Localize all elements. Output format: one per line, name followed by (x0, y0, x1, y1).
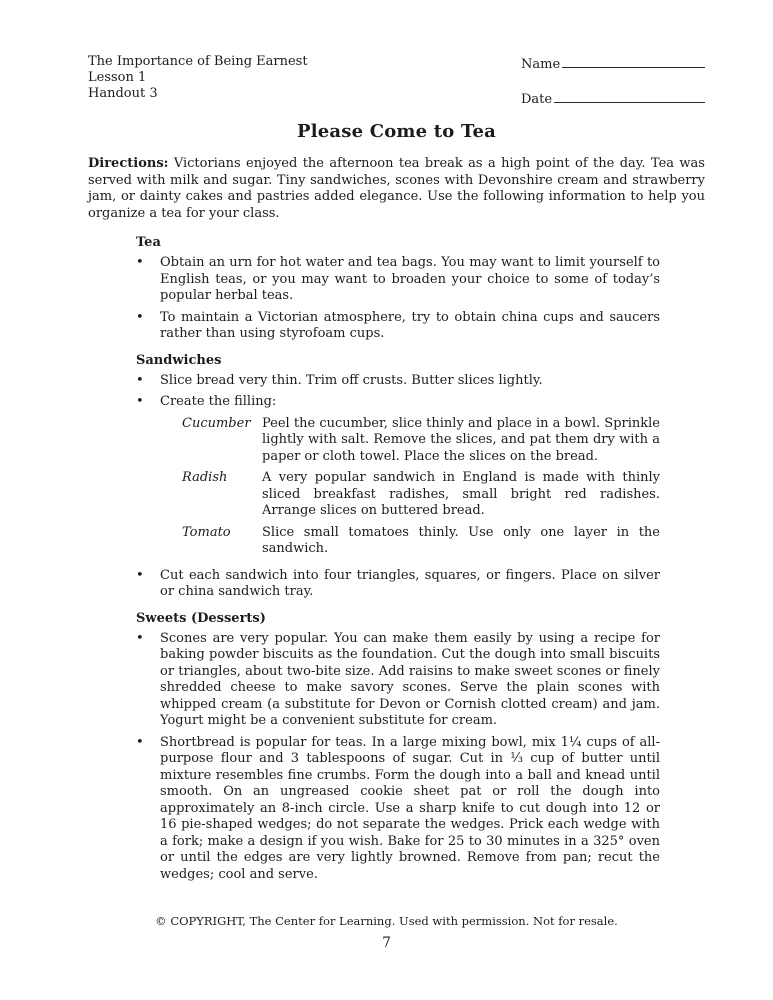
filling-term: Cucumber (182, 415, 251, 431)
date-row (521, 89, 705, 108)
filling-row-tomato (182, 525, 660, 558)
filling-list (160, 416, 660, 558)
bullet-icon: • (136, 309, 144, 325)
bullet-icon: • (136, 630, 144, 646)
bullet-icon: • (136, 394, 144, 409)
bullet-text: Create the filling: (160, 394, 277, 409)
filling-row-radish (182, 470, 660, 520)
filling-description: A very popular sandwich in England is made with thinly sliced breakfast radishes, small bright red radishes. Arrange slices on buttered bread. (262, 470, 660, 518)
directions-paragraph (88, 156, 705, 222)
name-blank-line (562, 54, 705, 68)
header-left-block (88, 54, 308, 108)
section-heading-sandwiches: Sandwiches (136, 352, 222, 368)
section-sandwiches (88, 353, 705, 601)
list-item (136, 735, 705, 884)
bullet-icon: • (136, 567, 144, 583)
bullet-text: Slice bread very thin. Trim off crusts. Butter slices lightly. (160, 372, 543, 388)
header-lesson: Lesson 1 (88, 70, 147, 85)
section-sweets (88, 611, 705, 884)
header-right-block (521, 54, 705, 108)
filling-term: Radish (182, 470, 228, 485)
bullet-text: Cut each sandwich into four triangles, squares, or fingers. Place on silver or china sandwich tray. (160, 567, 660, 599)
list-item (136, 394, 705, 563)
footer-copyright: © COPYRIGHT, The Center for Learning. Used with permission. Not for resale. (155, 914, 618, 928)
name-label: Name (521, 57, 561, 72)
filling-description: Slice small tomatoes thinly. Use only one layer in the sandwich. (262, 524, 660, 556)
bullet-icon: • (136, 734, 144, 750)
filling-description: Peel the cucumber, slice thinly and place in a bowl. Sprinkle lightly with salt. Remove the slices, and pat them dry with a paper or cloth towel. Place the slices on the bread. (262, 415, 660, 464)
name-row (521, 54, 705, 73)
page-number: 7 (382, 935, 391, 951)
bullet-text: Shortbread is popular for teas. In a large mixing bowl, mix 1¼ cups of all-purpose flour and 3 tablespoons of sugar. Cut in ⅓ cup of butter until mixture resembles fine crumbs. Form the dough into a ball and knead until smooth. On an ungreased cookie sheet pat or roll the dough into approximately an 8-inch circle. Use a sharp knife to cut dough into 12 or 16 pie-shaped wedges; do not separate the wedges. Prick each wedge with a fork; make a design if you wish. Bake for 25 to 30 minutes in a 325° oven or until the edges are very lightly browned. Remove from pan; recut the wedges; cool and serve. (160, 734, 660, 882)
bullet-text: To maintain a Victorian atmosphere, try to obtain china cups and saucers rather than using styrofoam cups. (160, 309, 660, 341)
filling-term: Tomato (182, 524, 231, 540)
date-label: Date (521, 92, 553, 107)
section-tea (88, 235, 705, 343)
filling-row-cucumber (182, 416, 660, 466)
header-course-title: The Importance of Being Earnest (88, 54, 308, 69)
list-item (136, 310, 705, 343)
list-item (136, 568, 705, 601)
page-content (88, 54, 705, 888)
section-heading-sweets: Sweets (Desserts) (136, 610, 266, 626)
page-title: Please Come to Tea (296, 121, 497, 142)
section-heading-tea: Tea (136, 235, 161, 250)
bullet-icon: • (136, 372, 144, 388)
directions-label: Directions: (88, 156, 169, 171)
document-header (88, 54, 705, 108)
date-blank-line (554, 89, 705, 103)
bullet-text: Scones are very popular. You can make them easily by using a recipe for baking powder biscuits as the foundation. Cut the dough into small biscuits or triangles, about two-bite size. Add raisins to make sweet scones or finely shredded cheese to make savory scones. Serve the plain scones with whipped cream (a substitute for Devon or Cornish clotted cream) and jam. Yogurt might be a convenient substitute for cream. (160, 630, 660, 728)
header-handout: Handout 3 (88, 86, 158, 101)
list-item (136, 255, 705, 305)
list-item (136, 631, 705, 730)
list-item (136, 373, 705, 390)
bullet-icon: • (136, 255, 144, 270)
bullet-text: Obtain an urn for hot water and tea bags. You may want to limit yourself to English teas, or you may want to broaden your choice to some of today’s popular herbal teas. (160, 255, 660, 303)
directions-text: Victorians enjoyed the afternoon tea break as a high point of the day. Tea was served with milk and sugar. Tiny sandwiches, scones with Devonshire cream and strawberry jam, or dainty cakes and pastries added elegance. Use the following information to help you organize a tea for your class. (88, 156, 705, 221)
